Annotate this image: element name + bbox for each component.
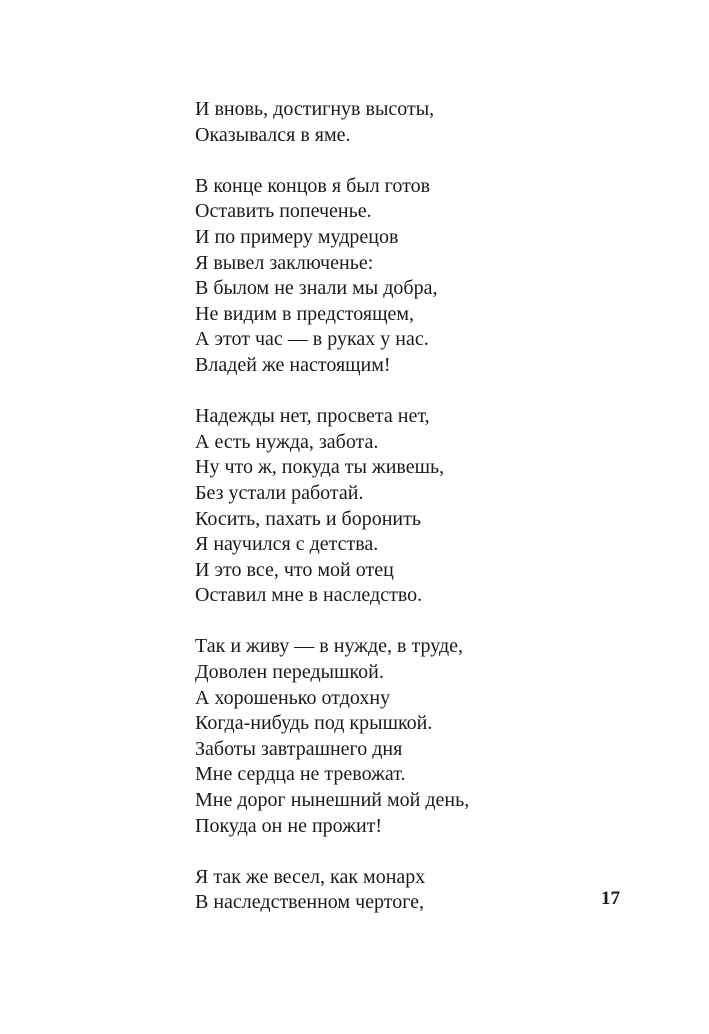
poem-line: Так и живу — в нужде, в труде, [195,635,464,658]
stanza-4 [195,634,615,839]
poem-line: В былом не знали мы добра, [195,277,438,300]
stanza-3 [195,404,615,609]
poem-line: А есть нужда, забота. [195,430,379,453]
poem-line: Покуда он не прожит! [195,814,383,837]
poem-line: Я так же весел, как монарх [195,865,426,888]
poem-line: А этот час — в руках у нас. [195,328,429,351]
page-number: 17 [601,888,620,909]
poem-line: Доволен передышкой. [195,661,384,684]
poem-line: Когда-нибудь под крышкой. [195,712,433,735]
stanza-1 [195,97,615,148]
poem-line: И по примеру мудрецов [195,225,399,248]
poem-line: Не видим в предстоящем, [195,302,415,325]
poem-line: Надежды нет, просвета нет, [195,405,430,428]
poem-text [195,97,615,916]
poem-line: Мне сердца не тревожат. [195,763,406,786]
poem-line: В наследственном чертоге, [195,891,425,914]
poem-line: В конце концов я был готов [195,174,431,197]
poem-line: Заботы завтрашнего дня [195,737,403,760]
poem-line: Оставил мне в наследство. [195,584,423,607]
poem-line: Оказывался в яме. [195,123,351,146]
poem-line: Я научился с детства. [195,533,379,556]
poem-line: Владей же настоящим! [195,353,391,376]
poem-line: И вновь, достигнув высоты, [195,98,435,120]
poem-line: Косить, пахать и боронить [195,507,421,530]
poem-line: А хорошенько отдохну [195,686,391,709]
stanza-5 [195,865,615,916]
poem-line: Без устали работай. [195,481,364,504]
poem-line: Мне дорог нынешний мой день, [195,789,470,812]
poem-line: И это все, что мой отец [195,558,394,581]
poem-line: Ну что ж, покуда ты живешь, [195,456,445,479]
poem-line: Оставить попеченье. [195,200,372,223]
poem-line: Я вывел заключенье: [195,251,374,274]
stanza-2 [195,174,615,379]
